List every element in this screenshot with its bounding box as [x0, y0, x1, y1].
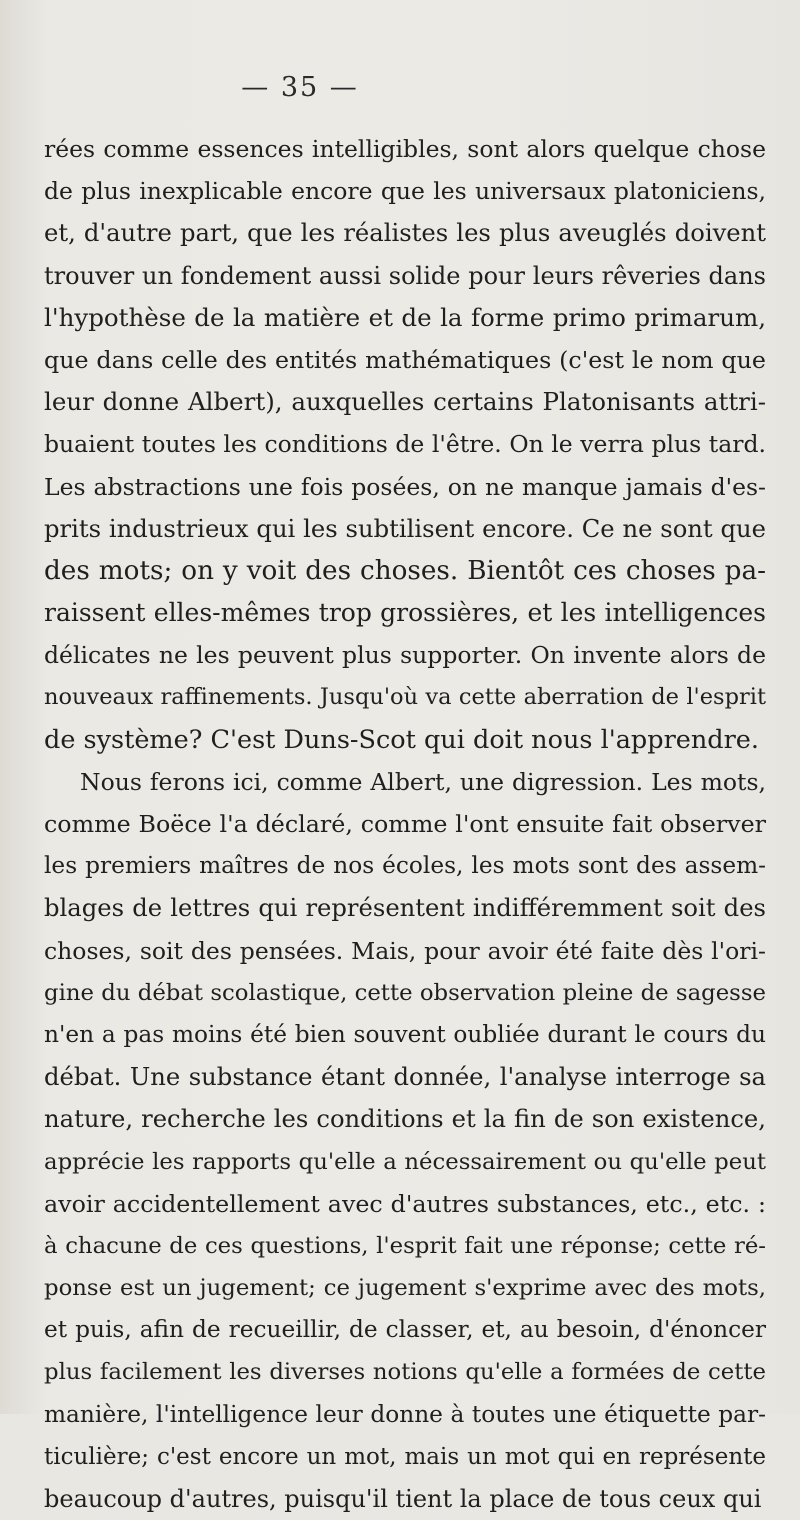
text-line: débat. Une substance étant donnée, l'analyse interroge sa — [44, 1062, 766, 1092]
text-line: avoir accidentellement avec d'autres substances, etc., etc. : — [44, 1189, 766, 1218]
text-line: que dans celle des entités mathématiques (c'est le nom que — [44, 345, 766, 374]
text-line: ponse est un jugement; ce jugement s'exprime avec des mots, — [44, 1275, 766, 1302]
text-line: apprécie les rapports qu'elle a nécessairement ou qu'elle peut — [44, 1148, 766, 1175]
text-line: rées comme essences intelligibles, sont alors quelque chose — [44, 135, 766, 163]
text-line: Les abstractions une fois posées, on ne manque jamais d'es- — [44, 472, 766, 501]
text-line: délicates ne les peuvent plus supporter. On invente alors de — [44, 641, 766, 670]
text-line: ticulière; c'est encore un mot, mais un mot qui en représente — [44, 1443, 766, 1470]
text-line: nature, recherche les conditions et la fin de son existence, — [44, 1104, 766, 1134]
text-line: les premiers maîtres de nos écoles, les mots sont des assem- — [44, 852, 766, 880]
text-line: manière, l'intelligence leur donne à toutes une étiquette par- — [44, 1400, 766, 1428]
text-line: buaient toutes les conditions de l'être. On le verra plus tard. — [44, 430, 766, 459]
text-line: n'en a pas moins été bien souvent oubliée durant le cours du — [44, 1020, 766, 1048]
text-line: plus facilement les diverses notions qu'elle a formées de cette — [44, 1359, 766, 1386]
text-line: choses, soit des pensées. Mais, pour avoir été faite dès l'ori- — [44, 936, 766, 965]
text-line: Nous ferons ici, comme Albert, une digression. Les mots, — [80, 767, 766, 796]
text-line: prits industrieux qui les subtilisent encore. Ce ne sont que — [44, 513, 766, 543]
text-line: comme Boëce l'a déclaré, comme l'ont ensuite fait observer — [44, 810, 766, 838]
text-line: leur donne Albert), auxquelles certains Platonisants attri- — [44, 387, 766, 417]
text-line: et, d'autre part, que les réalistes les plus aveuglés doivent — [44, 218, 766, 248]
text-line: l'hypothèse de la matière et de la forme primo primarum, — [44, 302, 766, 332]
text-line: gine du débat scolastique, cette observation pleine de sagesse — [44, 979, 766, 1006]
text-line: nouveaux raffinements. Jusqu'où va cette aberration de l'esprit — [44, 684, 766, 711]
body-text — [44, 128, 766, 1520]
text-line: raissent elles-mêmes trop grossières, et les intelligences — [44, 598, 766, 628]
page-number: — 35 — — [241, 72, 359, 103]
text-line: trouver un fondement aussi solide pour leurs rêveries dans — [44, 261, 766, 290]
text-line: de système? C'est Duns-Scot qui doit nous l'apprendre. — [44, 724, 759, 755]
text-line: des mots; on y voit des choses. Bientôt ces choses pa- — [44, 555, 766, 586]
text-line: à chacune de ces questions, l'esprit fait une réponse; cette ré- — [44, 1232, 766, 1259]
text-line: blages de lettres qui représentent indifféremment soit des — [44, 893, 766, 923]
text-line: et puis, afin de recueillir, de classer, et, au besoin, d'énoncer — [44, 1316, 766, 1344]
text-line: beaucoup d'autres, puisqu'il tient la place de tous ceux qui — [44, 1485, 762, 1513]
text-line: de plus inexplicable encore que les universaux platoniciens, — [44, 177, 766, 206]
